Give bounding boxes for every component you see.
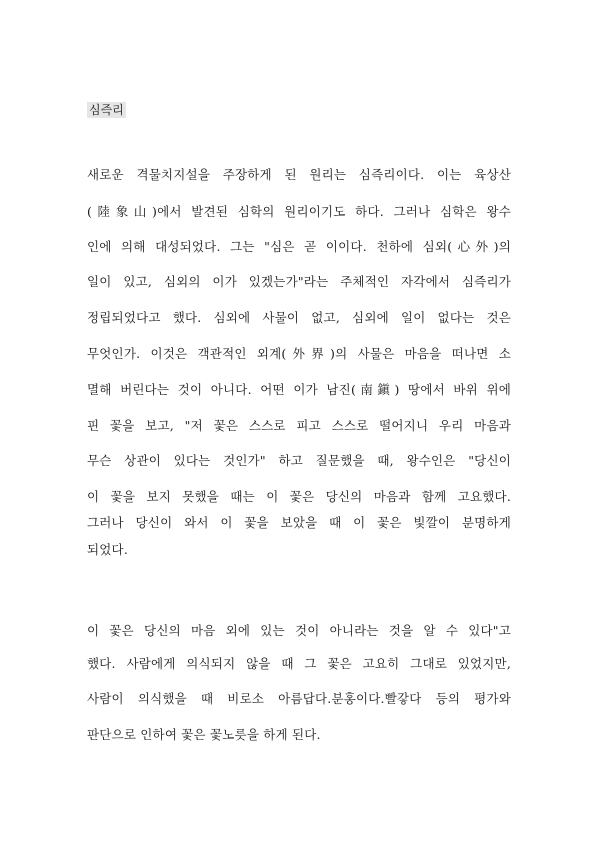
paragraph-2-line-1: 이 꽃은 당신의 마음 외에 있는 것이 아니라는 것을 알 수 있다"고 [87, 623, 511, 638]
paragraph-1-line-12: 되었다. [87, 542, 128, 557]
paragraph-1-line-2: (陸象山)에서 발견된 심학의 원리이기도 하다. 그러나 심학은 왕수 [87, 204, 511, 219]
paragraph-1-line-10: 이 꽃을 보지 못했을 때는 이 꽃은 당신의 마음과 함께 고요했다. [87, 489, 511, 504]
paragraph-1-line-1: 새로운 격물치지설을 주장하게 된 원리는 심즉리이다. 이는 육상산 [87, 167, 511, 182]
paragraph-1-line-7: 멸해 버린다는 것이 아니다. 어떤 이가 남진(南鎭) 땅에서 바위 위에 [87, 382, 511, 397]
paragraph-1-line-8: 핀 꽃을 보고, "저 꽃은 스스로 피고 스스로 떨어지니 우리 마음과 [87, 418, 511, 433]
paragraph-2-line-4: 판단으로 인하여 꽃은 꽃노릇을 하게 된다. [87, 727, 321, 742]
paragraph-2-line-2: 했다. 사람에게 의식되지 않을 때 그 꽃은 고요히 그대로 있었지만, [87, 656, 511, 671]
paragraph-1-line-4: 일이 있고, 심외의 이가 있겠는가"라는 주체적인 자각에서 심즉리가 [87, 274, 511, 289]
paragraph-2-line-3: 사람이 의식했을 때 비로소 아름답다.분홍이다.빨갛다 등의 평가와 [87, 691, 511, 706]
paragraph-1-line-9: 무슨 상관이 있다는 것인가" 하고 질문했을 때, 왕수인은 "당신이 [87, 453, 511, 468]
paragraph-1-line-3: 인에 의해 대성되었다. 그는 "심은 곧 이이다. 천하에 심외(心外)의 [87, 239, 511, 254]
paragraph-1-line-11: 그러나 당신이 와서 이 꽃을 보았을 때 이 꽃은 빛깔이 분명하게 [87, 515, 511, 530]
document-heading: 심즉리 [89, 103, 124, 117]
paragraph-1-line-5: 정립되었다고 했다. 심외에 사물이 없고, 심외에 일이 없다는 것은 [87, 310, 511, 325]
paragraph-1-line-6: 무엇인가. 이것은 객관적인 외계(外界)의 사물은 마음을 떠나면 소 [87, 346, 511, 361]
